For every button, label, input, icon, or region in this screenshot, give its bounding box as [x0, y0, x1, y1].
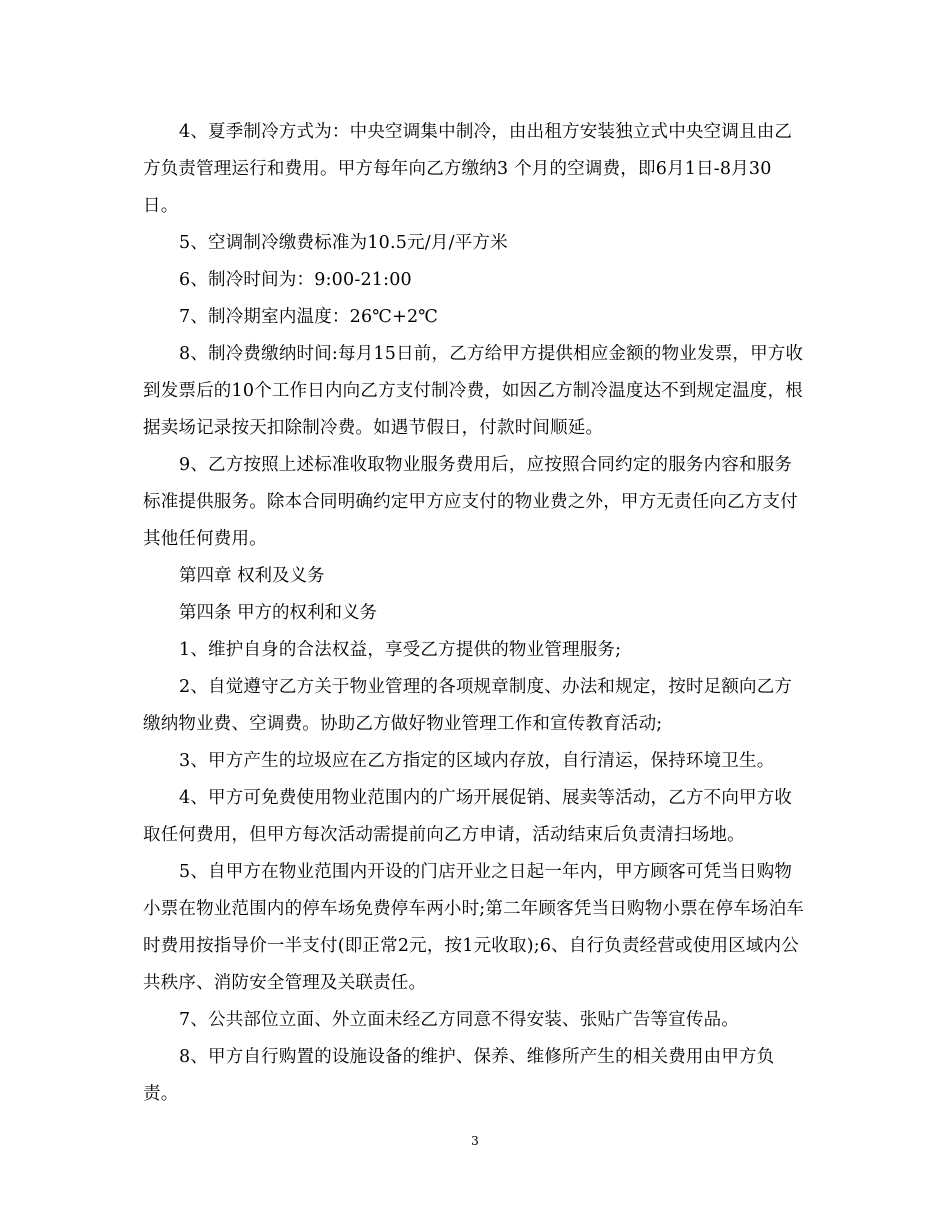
paragraph-cooling-fee-payment: 8、制冷费缴纳时间:每月15日前，乙方给甲方提供相应金额的物业发票，甲方收到发票后的10个工作日内向乙方支付制冷费，如因乙方制冷温度达不到规定温度，根据卖场记录按天扣除制冷费。如遇节假日，付款时间顺延。	[143, 344, 804, 438]
article-heading: 第四条 甲方的权利和义务	[179, 603, 378, 623]
paragraph-rights-4: 4、甲方可免费使用物业范围内的广场开展促销、展卖等活动，乙方不向甲方收取任何费用，但甲方每次活动需提前向乙方申请，活动结束后负责清扫场地。	[143, 788, 793, 845]
chapter-heading: 第四章 权利及义务	[179, 566, 325, 586]
document-body	[143, 114, 806, 1113]
paragraph-rights-5: 5、自甲方在物业范围内开设的门店开业之日起一年内，甲方顾客可凭当日购物小票在物业范围内的停车场免费停车两小时;第二年顾客凭当日购物小票在停车场泊车时费用按指导价一半支付(即正常2元，按1元收取);6、自行负责经营或使用区域内公共秩序、消防安全管理及关联责任。	[143, 862, 804, 993]
page-number: 3	[471, 1134, 479, 1148]
paragraph-rights-2: 2、自觉遵守乙方关于物业管理的各项规章制度、办法和规定，按时足额向乙方缴纳物业费、空调费。协助乙方做好物业管理工作和宣传教育活动;	[143, 677, 793, 734]
paragraph-rights-3: 3、甲方产生的垃圾应在乙方指定的区域内存放，自行清运，保持环境卫生。	[179, 751, 775, 771]
paragraph-cooling-hours: 6、制冷时间为：9:00-21:00	[179, 270, 412, 290]
paragraph-rights-1: 1、维护自身的合法权益，享受乙方提供的物业管理服务;	[179, 640, 622, 660]
paragraph-cooling-fee-standard: 5、空调制冷缴费标准为10.5元/月/平方米	[179, 233, 508, 253]
paragraph-indoor-temperature: 7、制冷期室内温度：26℃+2℃	[179, 307, 439, 327]
paragraph-rights-8: 8、甲方自行购置的设施设备的维护、保养、维修所产生的相关费用由甲方负责。	[143, 1047, 775, 1104]
paragraph-rights-7: 7、公共部位立面、外立面未经乙方同意不得安装、张贴广告等宣传品。	[179, 1010, 740, 1030]
paragraph-cooling-method: 4、夏季制冷方式为：中央空调集中制冷，由出租方安装独立式中央空调且由乙方负责管理运行和费用。甲方每年向乙方缴纳3 个月的空调费，即6月1日-8月30日。	[143, 122, 793, 216]
paragraph-service-obligation: 9、乙方按照上述标准收取物业服务费用后，应按照合同约定的服务内容和服务标准提供服务。除本合同明确约定甲方应支付的物业费之外，甲方无责任向乙方支付其他任何费用。	[143, 455, 798, 549]
